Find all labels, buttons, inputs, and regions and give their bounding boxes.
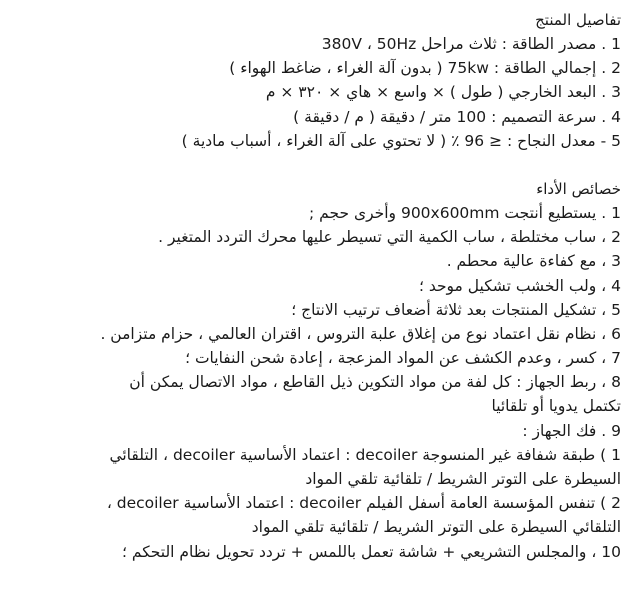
feature-line-7: 7 ، كسر ، وعدم الكشف عن المواد المزعجة ، إعادة شحن النفايات ؛: [185, 349, 621, 368]
product-document: [12, 8, 621, 564]
detail-line-success-rate: 5 - معدل النجاح : ≤ 96 ٪ ( لا تحتوي على آلة الغراء ، أسباب مادية ): [181, 131, 621, 150]
feature-line-10: 10 ، والمجلس التشريعي + شاشة تعمل باللمس + تردد تحويل نظام التحكم ؛: [122, 542, 621, 561]
feature-line-9-sub-1: 1 ) طبقة شفافة غير المنسوجة decoiler : اعتماد الأساسية decoiler ، التلقائي: [109, 445, 621, 464]
performance-features-heading: خصائص الأداء: [536, 179, 621, 198]
feature-line-9-sub-1-continued: السيطرة على التوتر الشريط / تلقائية تلقي المواد: [305, 470, 621, 488]
feature-line-3: 3 ، مع كفاءة عالية محطم .: [446, 252, 621, 271]
feature-line-9-sub-2-continued: التلقائي السيطرة على التوتر الشريط / تلقائية تلقي المواد: [251, 518, 621, 537]
feature-line-5: 5 ، تشكيل المنتجات بعد ثلاثة أضعاف ترتيب الانتاج ؛: [291, 300, 621, 319]
section-spacer: [12, 153, 621, 177]
feature-line-6: 6 ، نظام نقل اعتماد نوع من إغلاق علبة التروس ، اقتران العالمي ، حزام متزامن .: [100, 324, 621, 343]
detail-line-design-speed: 4 . سرعة التصميم : 100 متر / دقيقة ( م / دقيقة ): [293, 107, 621, 126]
detail-line-total-power: 2 . إجمالي الطاقة : 75kw ( بدون آلة الغراء ، ضاغط الهواء ): [229, 59, 621, 78]
feature-line-8-continued: تكتمل يدويا أو تلقائيا: [491, 397, 621, 416]
feature-line-8: 8 ، ربط الجهاز : كل لفة من مواد التكوين ذيل القاطع ، مواد الاتصال يمكن أن: [129, 373, 621, 392]
feature-line-4: 4 ، ولب الخشب تشكيل موحد ؛: [418, 276, 621, 295]
feature-line-2: 2 ، ساب مختلطة ، ساب الكمية التي تسيطر عليها محرك التردد المتغير .: [158, 228, 621, 247]
detail-line-power-source: 1 . مصدر الطاقة : ثلاث مراحل 380V ، 50Hz: [321, 35, 621, 53]
product-details-heading: تفاصيل المنتج: [535, 11, 621, 29]
feature-line-1: 1 . يستطيع أنتجت 900x600mm وأخرى حجم ;: [308, 203, 621, 222]
detail-line-dimensions: 3 . البعد الخارجي ( طول ) × واسع × هاي × ٣٢٠ × م: [265, 83, 621, 102]
feature-line-9-sub-2: 2 ) تنفس المؤسسة العامة أسفل الفيلم decoiler : اعتماد الأساسية decoiler ،: [106, 494, 621, 513]
feature-line-9: 9 . فك الجهاز :: [522, 421, 621, 440]
